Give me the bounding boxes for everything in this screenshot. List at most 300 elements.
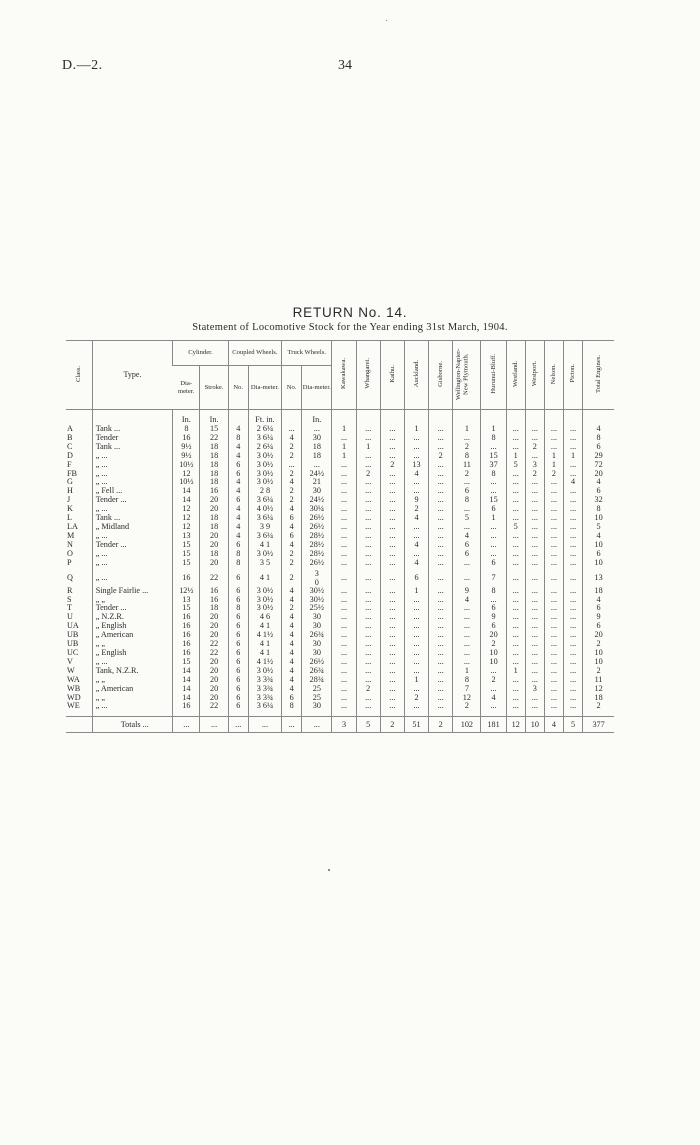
type-cell: Tank ... (92, 425, 173, 434)
district-count-cell: ... (453, 559, 481, 568)
district-count-cell: 1 (453, 667, 481, 676)
truck-no-cell: 2 (282, 487, 302, 496)
district-count-cell: ... (380, 434, 404, 443)
total-engines-cell: 11 (583, 676, 614, 685)
truck-diameter-cell: 25 (302, 694, 332, 703)
district-total-cell: 3 (332, 717, 356, 733)
class-cell: O (67, 549, 73, 558)
truck-diameter-cell: 30 (302, 622, 332, 631)
locomotive-stock-table (66, 340, 614, 733)
type-cell: „ ... (92, 461, 173, 470)
district-count-cell: ... (332, 496, 356, 505)
class-cell: WD (67, 693, 81, 702)
table-row (66, 631, 614, 640)
district-count-cell: 5 (453, 514, 481, 523)
district-header: Hurunui-Bluff. (481, 341, 506, 410)
district-count-cell: ... (404, 622, 428, 631)
coupled-diameter-cell: 4 1 (248, 640, 281, 649)
district-count-cell: 2 (404, 505, 428, 514)
class-cell: W (67, 666, 75, 675)
cyl-diameter-cell: 9½ (173, 452, 200, 461)
district-count-cell: ... (544, 604, 563, 613)
district-count-cell: ... (506, 559, 525, 568)
truck-diameter-cell: 26¾ (302, 667, 332, 676)
district-count-cell: ... (525, 604, 544, 613)
truck-diameter-cell: 28¾ (302, 676, 332, 685)
coupled-diameter-cell: 3 6¼ (248, 496, 281, 505)
district-count-cell: ... (429, 658, 453, 667)
district-count-cell: ... (564, 425, 583, 434)
district-count-cell: 20 (481, 631, 506, 640)
district-count-cell: ... (429, 613, 453, 622)
district-count-cell: 7 (453, 685, 481, 694)
district-count-cell: ... (544, 649, 563, 658)
district-count-cell: ... (332, 685, 356, 694)
truck-no-cell: 6 (282, 532, 302, 541)
cyl-diameter-cell: 12 (173, 523, 200, 532)
district-count-cell: ... (564, 487, 583, 496)
table-row (66, 667, 614, 676)
district-count-cell: 1 (481, 425, 506, 434)
district-count-cell: ... (429, 622, 453, 631)
district-count-cell: ... (332, 478, 356, 487)
class-cell: F (67, 460, 72, 469)
district-count-cell: ... (481, 541, 506, 550)
district-count-cell: 8 (481, 434, 506, 443)
table-row (66, 702, 614, 711)
cyl-stroke-cell: 18 (200, 550, 228, 559)
total-engines-cell: 20 (583, 470, 614, 479)
district-count-cell: ... (429, 487, 453, 496)
total-engines-cell: 10 (583, 541, 614, 550)
district-count-cell: ... (429, 434, 453, 443)
class-cell: L (67, 514, 73, 523)
truck-diameter-cell: 3 0 (302, 568, 332, 587)
district-count-cell: ... (380, 496, 404, 505)
district-count-cell: 11 (453, 461, 481, 470)
cyl-stroke-cell: 20 (200, 631, 228, 640)
district-count-cell: ... (525, 452, 544, 461)
truck-no-cell: 4 (282, 631, 302, 640)
class-cell: WE (67, 702, 80, 711)
district-total-cell: 10 (525, 717, 544, 733)
district-count-cell: ... (404, 649, 428, 658)
cyl-stroke-cell: 20 (200, 505, 228, 514)
truck-diameter-cell: 26½ (302, 559, 332, 568)
district-count-cell: 8 (481, 587, 506, 596)
table-row (66, 541, 614, 550)
truck-no-cell: 2 (282, 470, 302, 479)
district-count-cell: ... (506, 550, 525, 559)
truck-diameter-cell: 26½ (302, 658, 332, 667)
district-count-cell: ... (506, 443, 525, 452)
truck-diameter-cell: 30 (302, 487, 332, 496)
district-count-cell: ... (332, 613, 356, 622)
coupled-no-cell: 8 (228, 550, 248, 559)
class-cell: H (67, 487, 73, 496)
district-total-cell: 5 (564, 717, 583, 733)
cyl-diameter-cell: 16 (173, 568, 200, 587)
cyl-stroke-cell: 22 (200, 640, 228, 649)
district-count-cell: ... (380, 694, 404, 703)
district-count-cell: ... (404, 667, 428, 676)
district-count-cell: ... (525, 478, 544, 487)
district-count-cell: ... (380, 550, 404, 559)
district-count-cell: ... (429, 559, 453, 568)
total-engines-header: Total Engines. (583, 341, 614, 410)
district-count-cell: ... (356, 452, 380, 461)
truck-diameter-cell: 24½ (302, 470, 332, 479)
truck-no-cell: 2 (282, 568, 302, 587)
district-count-cell: ... (564, 613, 583, 622)
district-count-cell: 4 (481, 694, 506, 703)
coupled-no-cell: 6 (228, 702, 248, 711)
truck-no-cell: 4 (282, 649, 302, 658)
district-count-cell: ... (332, 604, 356, 613)
district-count-cell: ... (380, 658, 404, 667)
totals-blank-cell: ... (228, 717, 248, 733)
district-count-cell: ... (429, 694, 453, 703)
district-count-cell: ... (481, 667, 506, 676)
class-cell: UB (67, 640, 79, 649)
district-count-cell: ... (332, 622, 356, 631)
district-count-cell: ... (356, 658, 380, 667)
coupled-diameter-cell: 4 0½ (248, 505, 281, 514)
district-count-cell: 8 (453, 496, 481, 505)
district-count-cell: 8 (481, 470, 506, 479)
district-count-cell: ... (380, 487, 404, 496)
district-count-cell: ... (404, 532, 428, 541)
coupled-no-cell: 6 (228, 685, 248, 694)
district-count-cell: ... (525, 523, 544, 532)
district-count-cell: 15 (481, 496, 506, 505)
district-count-cell: ... (525, 559, 544, 568)
coupled-no-cell: 4 (228, 425, 248, 434)
coupled-no-cell: 6 (228, 649, 248, 658)
district-count-cell: ... (332, 587, 356, 596)
type-cell: „ ... (92, 568, 173, 587)
district-count-cell: 2 (544, 470, 563, 479)
district-count-cell: ... (453, 478, 481, 487)
district-count-cell: ... (332, 676, 356, 685)
class-cell: K (67, 505, 73, 514)
total-engines-cell: 13 (583, 568, 614, 587)
district-count-cell: ... (356, 550, 380, 559)
district-count-cell: ... (356, 514, 380, 523)
coupled-no-cell: 8 (228, 559, 248, 568)
district-count-cell: ... (356, 487, 380, 496)
coupled-wheels-header: Coupled Wheels. (228, 341, 281, 366)
type-cell: „ ... (92, 478, 173, 487)
cyl-stroke-cell: 18 (200, 523, 228, 532)
coupled-diameter-cell: 3 6¼ (248, 514, 281, 523)
coupled-diameter-header: Dia-meter. (248, 366, 281, 410)
district-count-cell: ... (525, 676, 544, 685)
district-count-cell: ... (506, 487, 525, 496)
coupled-no-cell: 6 (228, 640, 248, 649)
district-count-cell: 2 (453, 470, 481, 479)
truck-no-cell: 6 (282, 694, 302, 703)
coupled-no-cell: 6 (228, 613, 248, 622)
total-engines-cell: 5 (583, 523, 614, 532)
coupled-diameter-cell: 2 6¼ (248, 443, 281, 452)
totals-row (66, 717, 614, 733)
district-count-cell: ... (404, 685, 428, 694)
cyl-stroke-cell: 20 (200, 694, 228, 703)
district-count-cell: ... (429, 425, 453, 434)
table-row (66, 514, 614, 523)
cyl-stroke-cell: 20 (200, 622, 228, 631)
truck-no-cell: 2 (282, 559, 302, 568)
district-count-cell: ... (453, 568, 481, 587)
district-count-cell: 4 (404, 514, 428, 523)
cyl-stroke-cell: 20 (200, 496, 228, 505)
cyl-diameter-cell: 16 (173, 613, 200, 622)
type-cell: „ American (92, 685, 173, 694)
district-header: Westland. (506, 341, 525, 410)
district-count-cell: ... (332, 487, 356, 496)
totals-blank-cell: ... (302, 717, 332, 733)
type-cell: Tender ... (92, 604, 173, 613)
district-count-cell: 10 (481, 658, 506, 667)
district-total-cell: 102 (453, 717, 481, 733)
truck-diameter-cell: ... (302, 461, 332, 470)
total-engines-cell: 6 (583, 550, 614, 559)
cyl-diameter-cell: 10½ (173, 478, 200, 487)
district-count-cell: ... (429, 667, 453, 676)
cyl-stroke-cell: 18 (200, 461, 228, 470)
table-row (66, 478, 614, 487)
district-count-cell: ... (380, 676, 404, 685)
district-count-cell: 1 (544, 452, 563, 461)
table-row (66, 461, 614, 470)
district-count-cell: 2 (356, 470, 380, 479)
district-count-cell: 8 (453, 452, 481, 461)
class-cell: C (67, 442, 73, 451)
truck-no-cell: 4 (282, 658, 302, 667)
district-count-cell: ... (332, 505, 356, 514)
coupled-diameter-cell: 3 0½ (248, 596, 281, 605)
unit-label: In. (173, 410, 200, 426)
statement-subtitle: Statement of Locomotive Stock for the Year ending 31st March, 1904. (192, 322, 508, 333)
coupled-diameter-cell: 3 6¼ (248, 702, 281, 711)
total-engines-cell: 2 (583, 702, 614, 711)
district-count-cell: ... (506, 596, 525, 605)
table-row (66, 470, 614, 479)
table-row (66, 596, 614, 605)
class-cell: WA (67, 675, 80, 684)
district-count-cell: 7 (481, 568, 506, 587)
district-count-cell: ... (544, 702, 563, 711)
table-row (66, 613, 614, 622)
totals-blank-cell: ... (173, 717, 200, 733)
type-cell: Tank ... (92, 514, 173, 523)
district-count-cell: 6 (453, 487, 481, 496)
district-count-cell: ... (356, 604, 380, 613)
district-count-cell: ... (453, 649, 481, 658)
district-count-cell: ... (544, 694, 563, 703)
table-row (66, 604, 614, 613)
district-count-cell: ... (525, 514, 544, 523)
district-count-cell: ... (404, 604, 428, 613)
district-count-cell: ... (380, 622, 404, 631)
district-count-cell: ... (564, 604, 583, 613)
district-count-cell: 1 (332, 452, 356, 461)
district-count-cell: 2 (453, 702, 481, 711)
total-engines-cell: 10 (583, 649, 614, 658)
class-cell: A (67, 425, 73, 433)
district-count-cell: ... (544, 514, 563, 523)
district-count-cell: ... (544, 631, 563, 640)
district-header: Auckland. (404, 341, 428, 410)
return-title: RETURN No. 14. (292, 305, 408, 320)
unit-label: Ft. in. (248, 410, 281, 426)
district-count-cell: ... (506, 676, 525, 685)
district-header: Nelson. (544, 341, 563, 410)
cyl-stroke-cell: 20 (200, 658, 228, 667)
class-cell: UA (67, 622, 79, 631)
type-cell: „ ... (92, 559, 173, 568)
coupled-diameter-cell: 4 1 (248, 622, 281, 631)
district-header: Wellington-Napier-New Plymouth. (453, 341, 481, 410)
truck-no-cell: 2 (282, 496, 302, 505)
district-count-cell: 2 (453, 443, 481, 452)
type-cell: Single Fairlie ... (92, 587, 173, 596)
district-count-cell: 2 (525, 470, 544, 479)
cyl-diameter-cell: 9½ (173, 443, 200, 452)
district-count-cell: ... (544, 496, 563, 505)
district-count-cell: ... (506, 478, 525, 487)
district-count-cell: ... (506, 532, 525, 541)
cyl-diameter-cell: 12 (173, 514, 200, 523)
district-count-cell: ... (525, 694, 544, 703)
district-count-cell: ... (380, 702, 404, 711)
district-count-cell: ... (544, 523, 563, 532)
coupled-diameter-cell: 3 9 (248, 523, 281, 532)
district-count-cell: ... (429, 496, 453, 505)
district-count-cell: ... (564, 541, 583, 550)
table-row (66, 559, 614, 568)
table-row (66, 640, 614, 649)
district-count-cell: ... (564, 702, 583, 711)
class-cell: P (67, 558, 72, 567)
district-count-cell: 6 (453, 541, 481, 550)
total-engines-cell: 18 (583, 694, 614, 703)
cyl-diameter-cell: 15 (173, 658, 200, 667)
cyl-diameter-cell: 14 (173, 487, 200, 496)
truck-no-header: No. (282, 366, 302, 410)
total-engines-cell: 29 (583, 452, 614, 461)
truck-wheels-header: Truck Wheels. (282, 341, 332, 366)
district-count-cell: ... (525, 658, 544, 667)
district-count-cell: ... (564, 434, 583, 443)
district-count-cell: ... (564, 667, 583, 676)
total-engines-cell: 10 (583, 658, 614, 667)
district-count-cell: ... (332, 649, 356, 658)
cyl-diameter-header: Dia-meter. (173, 366, 200, 410)
total-engines-cell: 4 (583, 596, 614, 605)
district-count-cell: ... (564, 676, 583, 685)
type-cell: „ American (92, 631, 173, 640)
district-count-cell: ... (429, 596, 453, 605)
district-count-cell: ... (506, 587, 525, 596)
truck-diameter-cell: 28½ (302, 532, 332, 541)
district-count-cell: 6 (453, 550, 481, 559)
district-count-cell: 1 (544, 461, 563, 470)
district-count-cell: ... (380, 478, 404, 487)
district-count-cell: ... (404, 478, 428, 487)
truck-diameter-cell: 26½ (302, 514, 332, 523)
cyl-diameter-cell: 16 (173, 702, 200, 711)
district-count-cell: ... (356, 541, 380, 550)
cyl-diameter-cell: 16 (173, 622, 200, 631)
district-count-cell: 4 (453, 596, 481, 605)
district-count-cell: ... (429, 568, 453, 587)
truck-diameter-cell: 30 (302, 640, 332, 649)
cyl-diameter-cell: 16 (173, 631, 200, 640)
district-count-cell: ... (506, 496, 525, 505)
district-count-cell: ... (332, 667, 356, 676)
district-count-cell: 5 (506, 461, 525, 470)
district-count-cell: ... (453, 640, 481, 649)
class-cell: R (67, 586, 73, 595)
totals-label: Totals ... (92, 717, 173, 733)
truck-no-cell: 4 (282, 622, 302, 631)
district-count-cell: ... (525, 532, 544, 541)
table-row (66, 658, 614, 667)
class-cell: UB (67, 631, 79, 640)
coupled-diameter-cell: 3 0½ (248, 550, 281, 559)
table-row (66, 587, 614, 596)
total-engines-cell: 6 (583, 487, 614, 496)
coupled-diameter-cell: 4 1 (248, 541, 281, 550)
class-cell: S (67, 595, 72, 604)
district-count-cell: ... (564, 559, 583, 568)
coupled-no-cell: 6 (228, 470, 248, 479)
district-count-cell: ... (564, 685, 583, 694)
coupled-diameter-cell: 3 0½ (248, 587, 281, 596)
truck-diameter-cell: 24½ (302, 496, 332, 505)
district-count-cell: 12 (453, 694, 481, 703)
table-row (66, 649, 614, 658)
type-cell: „ „ (92, 640, 173, 649)
class-cell: N (67, 540, 73, 549)
district-count-cell: ... (506, 631, 525, 640)
district-count-cell: ... (525, 541, 544, 550)
truck-no-cell: 6 (282, 514, 302, 523)
truck-no-cell: 4 (282, 596, 302, 605)
district-count-cell: ... (356, 505, 380, 514)
page-reference: D.—2. (62, 58, 103, 73)
coupled-diameter-cell: 4 1 (248, 649, 281, 658)
district-count-cell: 37 (481, 461, 506, 470)
district-count-cell: ... (481, 523, 506, 532)
type-cell: Tender (92, 434, 173, 443)
district-count-cell: ... (544, 550, 563, 559)
district-count-cell: ... (380, 452, 404, 461)
district-count-cell: ... (429, 587, 453, 596)
truck-diameter-cell: ... (302, 425, 332, 434)
cyl-diameter-cell: 10½ (173, 461, 200, 470)
truck-diameter-header: Dia-meter. (302, 366, 332, 410)
district-count-cell: ... (544, 478, 563, 487)
total-engines-cell: 18 (583, 587, 614, 596)
district-count-cell: ... (429, 541, 453, 550)
cyl-diameter-cell: 14 (173, 667, 200, 676)
district-count-cell: ... (356, 667, 380, 676)
truck-diameter-cell: 30 (302, 649, 332, 658)
class-header: Class. (66, 341, 92, 410)
